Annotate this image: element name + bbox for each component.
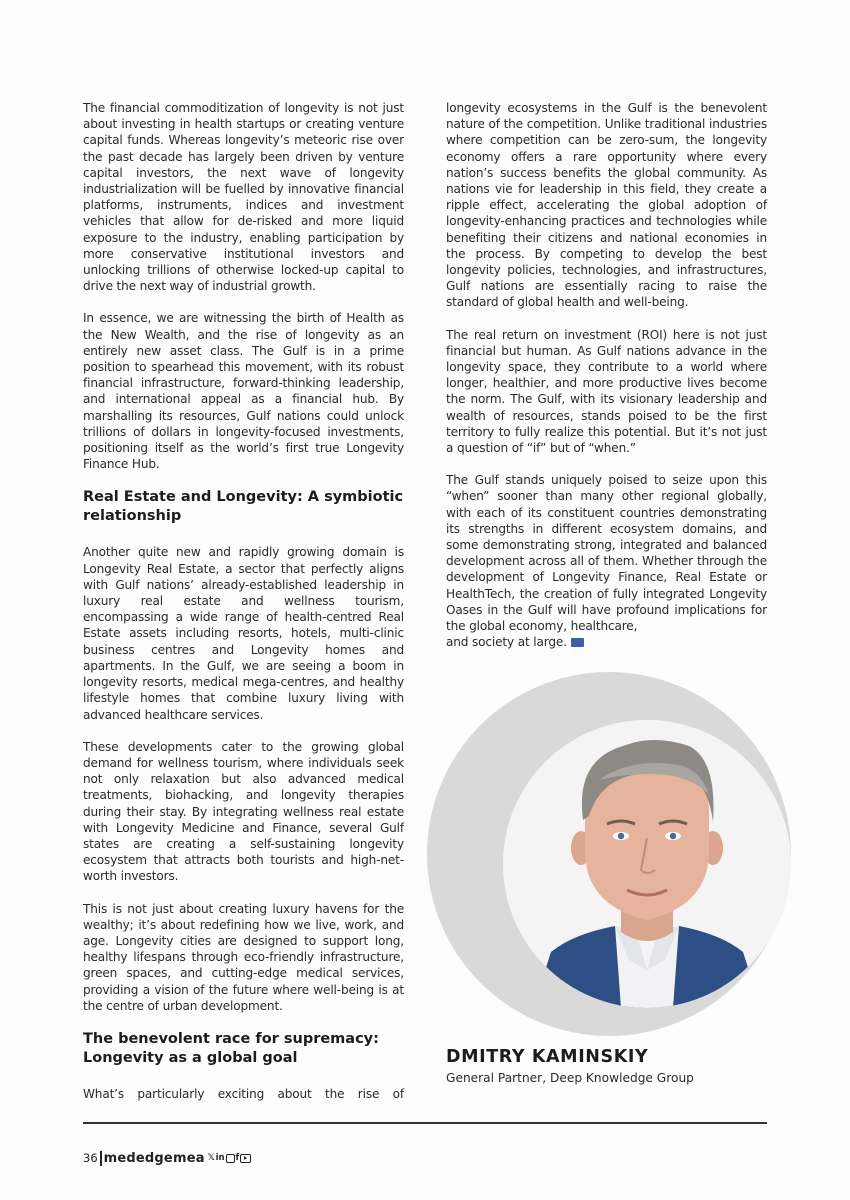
body-text-end: and society at large. [446,635,567,650]
page-footer [83,1150,251,1166]
footer-divider [83,1122,767,1124]
body-paragraph: The real return on investment (ROI) here is not just financial but human. As Gulf nations advance in the longevity space, they contribute to a world where longer, healthier, and more productive lives become the norm. The Gulf, with its visionary leadership and wealth of resources, stands poised to be the first territory to fully realize this potential. But it’s not just a question of “if” but of “when.” [446,327,767,456]
instagram-icon[interactable] [226,1154,235,1163]
end-of-article-icon [571,638,584,647]
youtube-icon[interactable] [240,1154,251,1163]
body-paragraph: Another quite new and rapidly growing domain is Longevity Real Estate, a sector that perfectly aligns with Gulf nations’ already-established leadership in luxury real estate and wellness tourism, encompassing a wide range of health-centred Real Estate assets including resorts, hotels, multi-clinic business centres and Longevity homes and apartments. In the Gulf, we are seeing a boom in longevity resorts, medical mega-centres, and healthy lifestyle homes that combine luxury living with advanced healthcare services. [83,545,404,722]
linkedin-icon[interactable]: in [215,1153,225,1163]
section-heading: The benevolent race for supremacy: Longevity as a global goal [83,1030,379,1066]
portrait-illustration [503,720,791,1008]
author-name: DMITRY KAMINSKIY [446,1047,649,1067]
body-paragraph [446,472,767,650]
body-paragraph: In essence, we are witnessing the birth of Health as the New Wealth, and the rise of longevity as an entirely new asset class. The Gulf is in a prime position to spearhead this movement, with its robust financial infrastructure, forward-thinking leadership, and international appeal as a financial hub. By marshalling its resources, Gulf nations could unlock trillions of dollars in longevity-focused investments, positioning itself as the world’s first true Longevity Finance Hub. [83,311,404,472]
body-paragraph: longevity ecosystems in the Gulf is the benevolent nature of the competition. Unlike traditional industries where competition can be zero-sum, the longevity economy offers a rare opportunity where every nation’s success benefits the global community. As nations vie for leadership in this field, they create a ripple effect, accelerating the global adoption of longevity-enhancing practices and technologies while benefiting their citizens and national economies in the process. By competing to develop the best longevity policies, technologies, and infrastructures, Gulf nations are essentially racing to raise the standard of global health and well-being. [446,101,767,310]
x-icon[interactable]: 𝕏 [207,1153,215,1163]
left-column [83,100,404,1102]
author-role: General Partner, Deep Knowledge Group [446,1071,694,1085]
body-paragraph: These developments cater to the growing global demand for wellness tourism, where individuals seek not only relaxation but also advanced medical treatments, biohacking, and longevity therapies during their stay. By integrating wellness real estate with Longevity Medicine and Finance, several Gulf states are creating a self-sustaining longevity ecosystem that attracts both tourists and high-net-worth investors. [83,739,404,884]
page-number: 36 [83,1151,98,1165]
footer-separator [100,1151,102,1166]
right-column [446,100,767,651]
body-paragraph: What’s particularly exciting about the rise of [83,1086,404,1101]
body-paragraph: This is not just about creating luxury havens for the wealthy; it’s about redefining how we live, work, and age. Longevity cities are designed to support long, healthy lifespans through eco-friendly infrastructure, green spaces, and cutting-edge medical services, providing a vision of the future where well-being is at the centre of urban development. [83,901,404,1013]
author-portrait [503,720,791,1008]
brand-name: mededgemea [103,1150,205,1166]
social-links [208,1153,252,1163]
facebook-icon[interactable]: f [235,1153,240,1163]
section-heading: Real Estate and Longevity: A symbiotic relationship [83,489,404,525]
body-text: The Gulf stands uniquely poised to seize upon this “when” sooner than many other regional globally, with each of its constituent countries demonstrating its strengths in different ecosystem domains, and some demonstrating strong, integrated and balanced development across all of them. Whether through the development of Longevity Finance, Real Estate or HealthTech, the creation of fully integrated Longevity Oases in the Gulf will have profound implications for the global economy, healthcare, [446,473,767,634]
body-paragraph: The financial commoditization of longevity is not just about investing in health startups or creating venture capital funds. Whereas longevity’s meteoric rise over the past decade has largely been driven by venture capital investors, the next wave of longevity industrialization will be fuelled by innovative financial platforms, instruments, indices and investment vehicles that allow for de-risked and more liquid exposure to the industry, enabling participation by more conservative institutional investors and unlocking trillions of otherwise locked-up capital to drive the next way of industrial growth. [83,101,404,294]
